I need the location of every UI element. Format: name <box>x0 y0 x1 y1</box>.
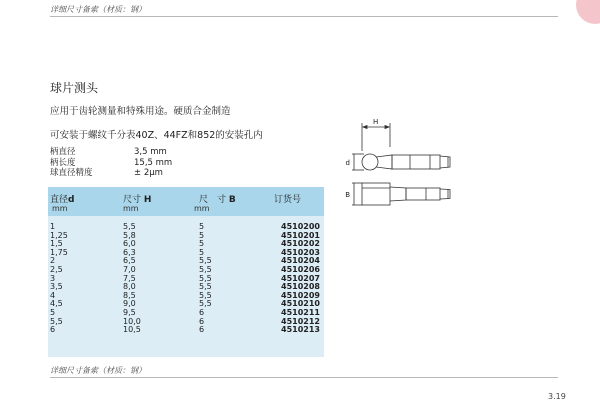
header-order-number: 订货号 <box>274 195 302 205</box>
cell-size-h: 10,5 <box>123 325 141 335</box>
cell-order-number: 4510208 <box>281 282 320 292</box>
cell-size-b: 6 <box>199 325 205 335</box>
arrowhead-icon <box>363 126 367 129</box>
cell-order-number: 4510201 <box>281 230 320 240</box>
cell-diameter: 2,5 <box>50 264 63 274</box>
cell-size-h: 7,5 <box>123 273 136 283</box>
table-rows <box>48 223 324 335</box>
cell-size-h: 5,5 <box>123 222 136 231</box>
header-size-b-label: 尺 寸 <box>199 195 229 205</box>
cell-size-b: 5,5 <box>199 264 212 274</box>
label-b: B <box>345 191 350 199</box>
probe-technical-drawing <box>330 117 470 217</box>
spec-row <box>50 158 210 169</box>
spec-value: 15,5 mm <box>134 157 173 168</box>
cell-diameter: 5,5 <box>50 316 63 326</box>
header-size-b-var: B <box>228 195 236 205</box>
cell-order-number: 4510212 <box>281 316 320 326</box>
description-line-1: 应用于齿轮测量和特殊用途。硬质合金制造 <box>50 106 231 117</box>
header-diameter-var: d <box>68 195 75 205</box>
cell-order-number: 4510206 <box>281 264 320 274</box>
spec-value: ± 2μm <box>134 168 163 178</box>
cell-order-number: 4510210 <box>281 299 320 309</box>
cell-size-b: 5 <box>199 239 205 249</box>
cell-size-h: 7,0 <box>123 264 136 274</box>
cell-order-number: 4510213 <box>281 325 320 335</box>
shank-end-side <box>440 189 450 199</box>
cell-size-h: 6,0 <box>123 239 136 249</box>
spec-row <box>50 168 210 179</box>
header-divider <box>50 16 558 17</box>
table-header <box>48 187 324 216</box>
cell-diameter: 3 <box>50 273 56 283</box>
cell-diameter: 6 <box>50 325 56 335</box>
spec-label: 球直径精度 <box>50 168 93 178</box>
page-number: 3.19 <box>548 392 566 401</box>
cell-size-h: 8,0 <box>123 282 136 292</box>
probe-neck-side <box>390 187 406 201</box>
arrowhead-icon <box>385 126 389 129</box>
cell-order-number: 4510202 <box>281 239 320 249</box>
cell-size-b: 5 <box>199 230 205 240</box>
cell-size-h: 6,5 <box>123 256 136 266</box>
unit-size-b: mm <box>194 204 210 213</box>
cell-order-number: 4510207 <box>281 273 320 283</box>
product-table <box>48 187 324 357</box>
cell-size-h: 9,0 <box>123 299 136 309</box>
description-line-2: 可安装于螺纹千分表40Z、44FZ和852的安装孔内 <box>50 130 263 141</box>
page-title: 球片测头 <box>50 81 99 95</box>
running-header: 详细尺寸备索（材质：钢） <box>50 5 146 14</box>
spec-label: 柄直径 <box>50 147 76 157</box>
label-h: H <box>373 118 379 126</box>
cell-diameter: 1 <box>50 222 56 231</box>
cell-size-h: 9,5 <box>123 307 136 317</box>
cell-diameter: 1,5 <box>50 239 63 249</box>
cell-size-b: 5,5 <box>199 290 212 300</box>
header-size-h-var: H <box>143 195 152 205</box>
cell-order-number: 4510200 <box>281 222 320 231</box>
probe-ball <box>362 154 378 170</box>
unit-diameter: mm <box>52 204 68 213</box>
cell-size-b: 5,5 <box>199 299 212 309</box>
cell-diameter: 4 <box>50 290 56 300</box>
cell-size-h: 5,8 <box>123 230 136 240</box>
running-footer: 详细尺寸备索（材质：钢） <box>50 366 146 375</box>
cell-size-h: 8,5 <box>123 290 136 300</box>
cell-order-number: 4510211 <box>281 307 320 317</box>
table-row <box>48 326 324 335</box>
footer-divider <box>50 377 558 378</box>
shank-end <box>440 156 450 168</box>
cell-size-h: 6,3 <box>123 247 136 257</box>
cell-order-number: 4510203 <box>281 247 320 257</box>
spec-row <box>50 147 210 158</box>
probe-shank-side <box>406 188 440 200</box>
cell-size-b: 6 <box>199 316 205 326</box>
cell-diameter: 2 <box>50 256 56 266</box>
header-size-h-label: 尺寸 <box>123 195 144 205</box>
label-d: d <box>345 159 350 167</box>
probe-disc-side <box>362 183 390 205</box>
cell-diameter: 1,75 <box>50 247 68 257</box>
cell-size-b: 6 <box>199 307 205 317</box>
cell-size-b: 5 <box>199 222 205 231</box>
header-diameter-label: 直径 <box>50 195 69 205</box>
spec-label: 柄长度 <box>50 157 76 168</box>
cell-diameter: 3,5 <box>50 282 63 292</box>
cell-diameter: 4,5 <box>50 299 63 309</box>
probe-shank <box>392 155 440 169</box>
cell-size-b: 5,5 <box>199 282 212 292</box>
spec-value: 3,5 mm <box>134 147 167 157</box>
unit-size-h: mm <box>123 204 139 213</box>
cell-order-number: 4510204 <box>281 256 320 266</box>
cell-size-b: 5,5 <box>199 273 212 283</box>
cell-size-h: 10,0 <box>123 316 141 326</box>
corner-tab <box>576 0 600 24</box>
cell-diameter: 5 <box>50 307 56 317</box>
cell-order-number: 4510209 <box>281 290 320 300</box>
cell-size-b: 5,5 <box>199 256 212 266</box>
cell-size-b: 5 <box>199 247 205 257</box>
cell-diameter: 1,25 <box>50 230 68 240</box>
spec-list <box>50 147 210 179</box>
